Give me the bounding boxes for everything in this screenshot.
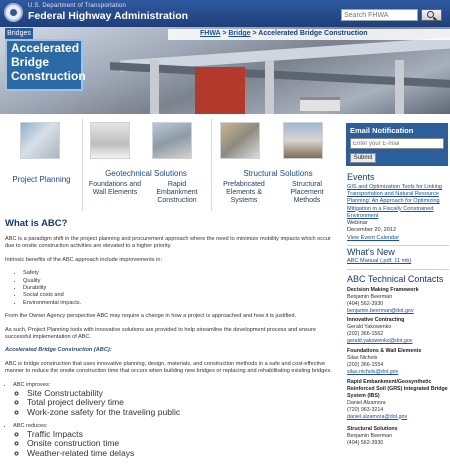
list-item: • Quality <box>23 278 337 285</box>
search-icon <box>427 11 434 18</box>
tile-placement[interactable]: Structural Placement Methods <box>290 181 324 204</box>
contact-email-link[interactable]: benjamin.beerman@dot.gov <box>347 307 414 314</box>
contact-card: Decision Making Framework Benjamin Beerman (404) 562-3930 benjamin.beerman@dot.gov <box>347 287 419 314</box>
page-banner-title <box>5 39 86 91</box>
benefits-intro: Intrinsic benefits of the ABC approach include improvements in: <box>5 256 163 263</box>
bridges-tab[interactable]: Bridges <box>5 28 33 39</box>
foundations-thumbnail[interactable] <box>90 122 130 159</box>
view-calendar-link[interactable]: View Event Calendar <box>347 235 400 241</box>
list-item: • Durability <box>23 285 337 292</box>
main-content <box>5 218 337 464</box>
contact-card: Innovative Contracting Gerald Yakowenko (202) 366-1562 gerald.yakowenko@dot.gov <box>347 317 413 344</box>
tile-divider <box>82 119 83 211</box>
hero-photo-crane <box>195 67 245 114</box>
contact-card: Structural Solutions Benjamin Beerman (404) 562-3930 <box>347 426 398 446</box>
prefabricated-thumbnail[interactable] <box>220 122 260 159</box>
tools-paragraph: As such, Project Planning tools with innovative solutions are provided to help streamline the development process and ensure successful implementation of ABC. <box>5 326 316 341</box>
list-item: ◦ Traffic Impacts <box>27 430 337 439</box>
list-item: • Environmental impacts. <box>23 300 337 307</box>
placement-thumbnail[interactable] <box>283 122 323 159</box>
contact-card: Rapid Embankment/Geosynthetic Reinforced Soil (GRS) Integrated Bridge System (IBS) Daniel Alzamora (720) 963-3214 daniel.alzamora@dot.gov <box>347 379 448 420</box>
tile-foundations[interactable]: Foundations and Wall Elements <box>88 181 142 196</box>
email-field[interactable] <box>350 138 444 149</box>
hero-photo-pier <box>395 60 404 114</box>
event-item <box>347 184 449 234</box>
owner-paragraph: From the Owner Agency perspective ABC may require a change in how a project is approached and how it is justified. <box>5 313 297 320</box>
tile-prefabricated[interactable]: Prefabricated Elements & Systems <box>223 181 265 204</box>
hero-photo-pier <box>150 60 159 114</box>
dot-seal-icon[interactable] <box>4 3 23 22</box>
improves-list <box>5 382 337 417</box>
list-item: ◦ Total project delivery time <box>27 398 337 407</box>
events-heading: Events <box>347 172 375 182</box>
contact-email-link[interactable]: gerald.yakowenko@dot.gov <box>347 337 413 344</box>
agency-name[interactable]: Federal Highway Administration <box>28 10 189 22</box>
list-item: ◦ Weather-related time delays <box>27 449 337 458</box>
breadcrumb-separator: > <box>252 30 257 37</box>
solution-tiles <box>0 118 345 216</box>
department-name[interactable]: U.S. Department of Transportation <box>28 3 126 9</box>
page-title: What is ABC? <box>5 218 68 229</box>
tile-structural[interactable]: Structural Solutions <box>243 169 313 178</box>
search-input[interactable] <box>341 9 418 21</box>
list-item: ◦ Work-zone safety for the traveling public <box>27 408 337 417</box>
event-date: December 20, 2012 <box>347 227 397 234</box>
sidebar-divider <box>347 245 449 246</box>
hero-banner <box>0 27 450 114</box>
project-planning-thumbnail[interactable] <box>20 122 60 159</box>
tile-project-planning[interactable]: Project Planning <box>12 175 71 184</box>
breadcrumb-separator: > <box>222 30 227 37</box>
tile-embankment[interactable]: Rapid Embankment Construction <box>156 181 198 204</box>
banner-title-line: Bridge <box>11 55 50 69</box>
list-item: • Safety <box>23 270 337 277</box>
whats-new-heading: What's New <box>347 247 395 257</box>
reduces-list <box>5 423 337 458</box>
contact-email-link[interactable]: silas.nichols@dot.gov <box>347 368 399 375</box>
list-item: • Social costs and <box>23 292 337 299</box>
abc-manual-link[interactable]: ABC Manual (.pdf, 11 mb) <box>347 258 412 264</box>
top-banner <box>0 0 450 27</box>
embankment-thumbnail[interactable] <box>152 122 192 159</box>
event-type: Webinar <box>347 220 368 227</box>
sidebar-divider <box>347 269 449 270</box>
hero-photo-truck <box>300 97 340 111</box>
list-item: • ABC reduces: ◦ Traffic Impacts ◦ Onsite construction time ◦ Weather-related time delays <box>13 423 337 458</box>
breadcrumb-fhwa[interactable]: FHWA <box>200 30 221 37</box>
intro-paragraph: ABC is a paradigm shift in the project planning and procurement approach where the need to minimize mobility impacts which occur due to onsite construction activities are elevated to a higher priority. <box>5 236 331 250</box>
benefits-list <box>5 270 337 307</box>
view-calendar-row <box>347 235 449 242</box>
breadcrumb-bridge[interactable]: Bridge <box>228 30 251 37</box>
contact-card: Foundations & Wall Elements Silas Nichols (202) 366-1554 silas.nichols@dot.gov <box>347 348 422 375</box>
submit-button[interactable]: Submit <box>350 153 376 163</box>
contacts-heading: ABC Technical Contacts <box>347 274 444 284</box>
list-item: • ABC improves: ◦ Site Constructability ◦ Total project delivery time ◦ Work-zone safety for the traveling public <box>13 382 337 417</box>
search-button[interactable] <box>421 9 442 21</box>
event-link[interactable]: GIS and Optimization Tools for Linking Transportation and Natural Resource Planning: An Approach for Optimizing Mitigation in a Fiscally Constrained Environment <box>347 184 443 219</box>
banner-title-line: Construction <box>11 69 86 83</box>
definition-paragraph: ABC is bridge construction that uses innovative planning, design, materials, and construction methods in a safe and cost-effective manner to reduce the onsite construction time that occurs when building new bridges or replacing and rehabilitating existing bridges. <box>5 360 332 375</box>
banner-title-line: Accelerated <box>11 41 80 55</box>
notify-title: Email Notification <box>350 126 414 135</box>
contact-email-link[interactable]: daniel.alzamora@dot.gov <box>347 413 408 420</box>
breadcrumb-current: Accelerated Bridge Construction <box>258 30 368 37</box>
abc-subheading: Accelerated Bridge Construction (ABC): <box>5 347 112 354</box>
tile-geotechnical[interactable]: Geotechnical Solutions <box>105 169 187 178</box>
list-item: ◦ Onsite construction time <box>27 439 337 448</box>
hero-photo-pier <box>265 60 274 114</box>
email-notification-box <box>346 123 448 166</box>
list-item: ◦ Site Constructability <box>27 389 337 398</box>
whats-new-item <box>347 258 449 265</box>
breadcrumb <box>200 30 368 37</box>
